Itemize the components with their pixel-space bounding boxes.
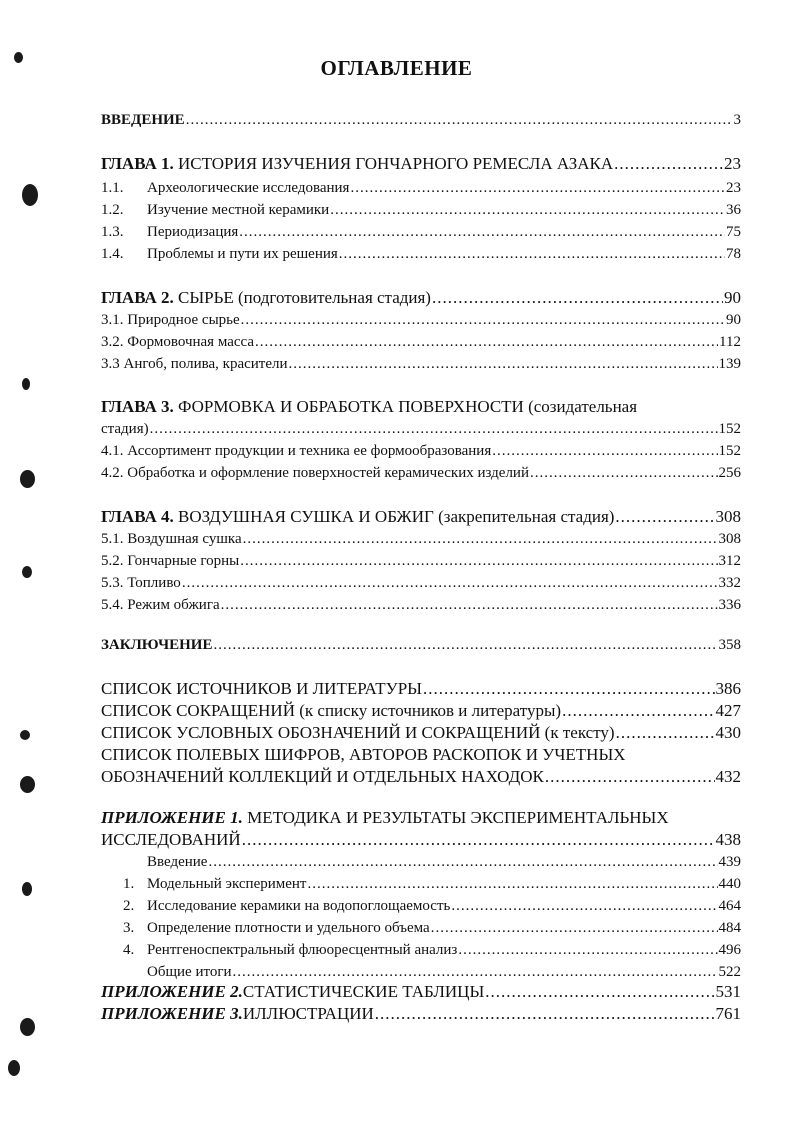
toc-number: 1. xyxy=(123,876,135,892)
scan-mark xyxy=(20,1018,35,1036)
toc-leader xyxy=(458,940,717,960)
toc-entry-chapter-3-line1[interactable] xyxy=(101,397,741,417)
toc-page: 427 xyxy=(715,701,741,720)
toc-entry-chapter-3-line2[interactable] xyxy=(101,419,741,439)
toc-page: 112 xyxy=(719,334,741,350)
toc-label: СЫРЬЕ (подготовительная стадия) xyxy=(178,288,431,307)
toc-page: 496 xyxy=(718,942,741,958)
toc-leader xyxy=(485,982,714,1002)
toc-page: 23 xyxy=(726,180,741,196)
toc-entry-ciphers-line1[interactable] xyxy=(101,745,741,765)
toc-entry-appendix-1-intro[interactable] xyxy=(101,852,741,872)
toc-entry-appendix-1-1[interactable] xyxy=(101,874,741,894)
toc-label: ВВЕДЕНИЕ xyxy=(101,112,185,128)
toc-page: 761 xyxy=(715,1004,741,1023)
toc-label: ЗАКЛЮЧЕНИЕ xyxy=(101,637,213,653)
toc-page: 358 xyxy=(718,637,741,653)
toc-page: 440 xyxy=(718,876,741,892)
scan-mark xyxy=(20,470,35,488)
toc-label: Определение плотности и удельного объема xyxy=(147,920,430,936)
toc-entry-chapter-4[interactable] xyxy=(101,507,741,527)
scan-mark xyxy=(22,184,38,206)
toc-leader xyxy=(330,200,725,220)
toc-label: стадия) xyxy=(101,421,149,437)
toc-prefix: ПРИЛОЖЕНИЕ 1. xyxy=(101,808,243,827)
toc-leader xyxy=(339,244,725,264)
scan-mark xyxy=(20,730,30,740)
toc-label: 5.1. Воздушная сушка xyxy=(101,531,242,547)
toc-entry-3-1[interactable] xyxy=(101,310,741,330)
toc-prefix: ГЛАВА 2. xyxy=(101,288,174,307)
toc-leader xyxy=(308,874,718,894)
toc-leader xyxy=(615,507,714,527)
toc-leader xyxy=(150,419,718,439)
toc-page: 432 xyxy=(715,767,741,786)
toc-entry-appendix-2[interactable] xyxy=(101,982,741,1002)
scan-mark xyxy=(20,776,35,793)
toc-entry-conclusion[interactable] xyxy=(101,635,741,655)
toc-page: 312 xyxy=(718,553,741,569)
toc-number: 1.1. xyxy=(101,180,124,196)
toc-entry-sources[interactable] xyxy=(101,679,741,699)
toc-page: 152 xyxy=(718,443,741,459)
toc-label: Археологические исследования xyxy=(147,180,350,196)
toc-page: 336 xyxy=(718,597,741,613)
toc-label: СПИСОК СОКРАЩЕНИЙ (к списку источников и литературы) xyxy=(101,701,562,720)
toc-label: 3.2. Формовочная масса xyxy=(101,334,255,350)
toc-label: 5.3. Топливо xyxy=(101,575,181,591)
toc-entry-appendix-1-line2[interactable] xyxy=(101,830,741,850)
toc-prefix: ПРИЛОЖЕНИЕ 2. xyxy=(101,982,243,1001)
scan-mark xyxy=(22,882,32,896)
toc-prefix: ГЛАВА 4. xyxy=(101,507,174,526)
toc-leader xyxy=(242,830,715,850)
toc-label: Исследование керамики на водопоглощаемость xyxy=(147,898,451,914)
toc-entry-1-4[interactable] xyxy=(101,244,741,264)
toc-entry-5-3[interactable] xyxy=(101,573,741,593)
toc-entry-5-1[interactable] xyxy=(101,529,741,549)
toc-label: ИССЛЕДОВАНИЙ xyxy=(101,830,241,849)
toc-leader xyxy=(240,551,717,571)
toc-leader xyxy=(221,595,718,615)
toc-leader xyxy=(451,896,717,916)
toc-page: 439 xyxy=(718,854,741,870)
toc-entry-abbreviations-text[interactable] xyxy=(101,723,741,743)
toc-prefix: ПРИЛОЖЕНИЕ 3. xyxy=(101,1004,243,1023)
toc-page: 308 xyxy=(715,507,741,526)
toc-page: 256 xyxy=(718,465,741,481)
toc-label: СПИСОК УСЛОВНЫХ ОБОЗНАЧЕНИЙ И СОКРАЩЕНИЙ (к тексту) xyxy=(101,723,615,742)
toc-page: 75 xyxy=(726,224,741,240)
toc-entry-3-2[interactable] xyxy=(101,332,741,352)
toc-entry-chapter-2[interactable] xyxy=(101,288,741,308)
toc-leader xyxy=(186,110,733,130)
toc-label: 4.1. Ассортимент продукции и техника ее формообразования xyxy=(101,443,492,459)
toc-entry-appendix-1-2[interactable] xyxy=(101,896,741,916)
toc-number: 2. xyxy=(123,898,135,914)
toc-entry-1-1[interactable] xyxy=(101,178,741,198)
toc-prefix: ГЛАВА 1. xyxy=(101,154,174,173)
toc-leader xyxy=(208,852,717,872)
toc-leader xyxy=(241,310,725,330)
toc-page: 152 xyxy=(718,421,741,437)
toc-leader xyxy=(289,354,718,374)
toc-label: 5.4. Режим обжига xyxy=(101,597,220,613)
toc-entry-appendix-1-line1[interactable] xyxy=(101,808,741,828)
toc-leader xyxy=(492,441,717,461)
toc-page: 90 xyxy=(724,288,741,307)
toc-label: ФОРМОВКА И ОБРАБОТКА ПОВЕРХНОСТИ (созидательная xyxy=(178,397,638,416)
toc-page: 484 xyxy=(718,920,741,936)
toc-page: 78 xyxy=(726,246,741,262)
toc-leader xyxy=(431,918,718,938)
toc-entry-ciphers-line2[interactable] xyxy=(101,767,741,787)
toc-leader xyxy=(545,767,715,787)
toc-leader xyxy=(239,222,725,242)
toc-label: Периодизация xyxy=(147,224,239,240)
toc-page: 90 xyxy=(726,312,741,328)
toc-leader xyxy=(530,463,718,483)
page-title: ОГЛАВЛЕНИЕ xyxy=(320,56,473,80)
toc-label: МЕТОДИКА И РЕЗУЛЬТАТЫ ЭКСПЕРИМЕНТАЛЬНЫХ xyxy=(242,808,669,827)
toc-leader xyxy=(432,288,723,308)
toc-number: 3. xyxy=(123,920,135,936)
toc-label: 5.2. Гончарные горны xyxy=(101,553,240,569)
toc-leader xyxy=(350,178,725,198)
toc-entry-appendix-3[interactable] xyxy=(101,1004,741,1024)
toc-page: 139 xyxy=(718,356,741,372)
toc-page: 308 xyxy=(718,531,741,547)
toc-leader xyxy=(213,635,717,655)
toc-page: 531 xyxy=(715,982,741,1001)
toc-label: 3.3 Ангоб, полива, красители xyxy=(101,356,288,372)
toc-entry-5-2[interactable] xyxy=(101,551,741,571)
toc-label: ВОЗДУШНАЯ СУШКА И ОБЖИГ (закрепительная стадия) xyxy=(178,507,615,526)
toc-page: 36 xyxy=(726,202,741,218)
scan-mark xyxy=(8,1060,20,1076)
toc-leader xyxy=(233,962,718,982)
toc-page: 430 xyxy=(715,723,741,742)
toc-page: 332 xyxy=(718,575,741,591)
toc-number: 1.3. xyxy=(101,224,124,240)
toc-entry-abbreviations-sources[interactable] xyxy=(101,701,741,721)
toc-label: ОБОЗНАЧЕНИЙ КОЛЛЕКЦИЙ И ОТДЕЛЬНЫХ НАХОДОК xyxy=(101,767,544,786)
toc-page: 522 xyxy=(718,964,741,980)
toc-entry-3-3[interactable] xyxy=(101,354,741,374)
toc-leader xyxy=(616,723,715,743)
scan-mark xyxy=(22,566,32,578)
toc-entry-5-4[interactable] xyxy=(101,595,741,615)
toc-page: 3 xyxy=(733,112,741,128)
toc-label: Рентгеноспектральный флюоресцентный анализ xyxy=(147,942,458,958)
toc-label: ИСТОРИЯ ИЗУЧЕНИЯ ГОНЧАРНОГО РЕМЕСЛА АЗАКА xyxy=(178,154,614,173)
toc-entry-appendix-1-totals[interactable] xyxy=(101,962,741,982)
toc-label: Общие итоги xyxy=(147,964,232,980)
toc-leader xyxy=(562,701,714,721)
toc-page: 386 xyxy=(715,679,741,698)
toc-leader xyxy=(614,154,723,174)
toc-label: СПИСОК ПОЛЕВЫХ ШИФРОВ, АВТОРОВ РАСКОПОК И УЧЕТНЫХ xyxy=(101,745,626,764)
toc-entry-1-3[interactable] xyxy=(101,222,741,242)
scan-mark xyxy=(22,378,30,390)
toc-leader xyxy=(182,573,718,593)
toc-entry-1-2[interactable] xyxy=(101,200,741,220)
toc-label: Введение xyxy=(147,854,208,870)
toc-entry-chapter-1[interactable] xyxy=(101,154,741,174)
toc-number: 1.4. xyxy=(101,246,124,262)
toc-leader xyxy=(255,332,718,352)
toc-page: 438 xyxy=(715,830,741,849)
toc-label: Проблемы и пути их решения xyxy=(147,246,338,262)
toc-entry-4-2[interactable] xyxy=(101,463,741,483)
toc-label: 3.1. Природное сырье xyxy=(101,312,240,328)
toc-label: СТАТИСТИЧЕСКИЕ ТАБЛИЦЫ xyxy=(242,982,485,1001)
toc-number: 4. xyxy=(123,942,135,958)
toc-label: Изучение местной керамики xyxy=(147,202,330,218)
toc-entry-4-1[interactable] xyxy=(101,441,741,461)
toc-label: Модельный эксперимент xyxy=(147,876,307,892)
toc-entry-intro[interactable] xyxy=(101,110,741,130)
toc-label: ИЛЛЮСТРАЦИИ xyxy=(242,1004,374,1023)
toc-entry-appendix-1-4[interactable] xyxy=(101,940,741,960)
toc-label: 4.2. Обработка и оформление поверхностей керамических изделий xyxy=(101,465,529,481)
toc-leader xyxy=(423,679,715,699)
toc-leader xyxy=(375,1004,715,1024)
toc-prefix: ГЛАВА 3. xyxy=(101,397,174,416)
toc-leader xyxy=(243,529,718,549)
toc-number: 1.2. xyxy=(101,202,124,218)
toc-page: 23 xyxy=(724,154,741,173)
toc-entry-appendix-1-3[interactable] xyxy=(101,918,741,938)
toc-page: 464 xyxy=(718,898,741,914)
toc-label: СПИСОК ИСТОЧНИКОВ И ЛИТЕРАТУРЫ xyxy=(101,679,422,698)
